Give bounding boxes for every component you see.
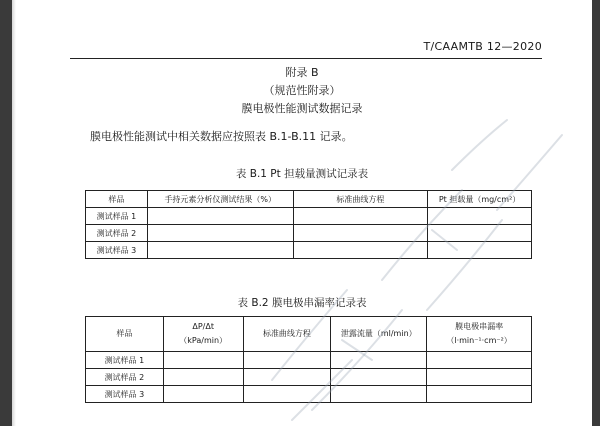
table-cell [331, 352, 427, 369]
table-cell [331, 386, 427, 403]
table-header-row [86, 317, 532, 352]
table-cell [243, 386, 331, 403]
table-b1 [85, 190, 532, 259]
table-header-cell [86, 317, 164, 352]
table-cell [331, 369, 427, 386]
table-cell [428, 242, 532, 259]
header-line: 样品 [116, 329, 133, 338]
table-header-cell: 样品 [86, 191, 148, 208]
table-cell [293, 225, 427, 242]
table-cell [147, 225, 293, 242]
table-cell [243, 352, 331, 369]
sample-label-cell: 测试样品 3 [86, 386, 164, 403]
table-cell [243, 369, 331, 386]
table-cell [427, 369, 532, 386]
table-row [86, 208, 532, 225]
table-cell [428, 225, 532, 242]
table-cell [427, 352, 532, 369]
table-header-cell: 标准曲线方程 [293, 191, 427, 208]
table-b2-caption: 表 B.2 膜电极串漏率记录表 [237, 297, 367, 309]
table-cell [293, 208, 427, 225]
document-page [12, 0, 592, 426]
header-line: 膜电极串漏率 [455, 322, 504, 331]
table-cell [163, 369, 243, 386]
header-unit: （l·min⁻¹·cm⁻²） [446, 336, 512, 345]
table-cell [163, 386, 243, 403]
table-header-cell: Pt 担载量（mg/cm²） [428, 191, 532, 208]
table-cell [163, 352, 243, 369]
table-header-cell [163, 317, 243, 352]
appendix-title: 附录 B [285, 66, 319, 79]
table-cell [147, 242, 293, 259]
table-b1-caption: 表 B.1 Pt 担载量测试记录表 [235, 168, 369, 180]
table-row [86, 242, 532, 259]
table-cell [293, 242, 427, 259]
header-line: ΔP/Δt [192, 322, 214, 331]
sample-label-cell: 测试样品 2 [86, 369, 164, 386]
header-unit: （kPa/min） [179, 336, 228, 345]
sample-label-cell: 测试样品 1 [86, 352, 164, 369]
table-header-cell [427, 317, 532, 352]
table-b2 [85, 316, 532, 403]
table-row [86, 352, 532, 369]
header-rule [70, 58, 542, 59]
table-header-row [86, 191, 532, 208]
table-header-cell [331, 317, 427, 352]
sample-label-cell: 测试样品 1 [86, 208, 148, 225]
table-header-cell: 手持元素分析仪测试结果（%） [147, 191, 293, 208]
table-row [86, 369, 532, 386]
header-line: 泄露流量（ml/min） [340, 329, 417, 338]
table-cell [147, 208, 293, 225]
standard-code: T/CAAMTB 12—2020 [423, 40, 542, 53]
appendix-name: 膜电极性能测试数据记录 [241, 102, 363, 115]
sample-label-cell: 测试样品 2 [86, 225, 148, 242]
appendix-type: （规范性附录） [263, 84, 341, 97]
table-cell [428, 208, 532, 225]
table-header-cell [243, 317, 331, 352]
table-row [86, 225, 532, 242]
sample-label-cell: 测试样品 3 [86, 242, 148, 259]
intro-paragraph: 膜电极性能测试中相关数据应按照表 B.1-B.11 记录。 [90, 130, 353, 143]
table-cell [427, 386, 532, 403]
table-row [86, 386, 532, 403]
header-line: 标准曲线方程 [262, 329, 311, 338]
